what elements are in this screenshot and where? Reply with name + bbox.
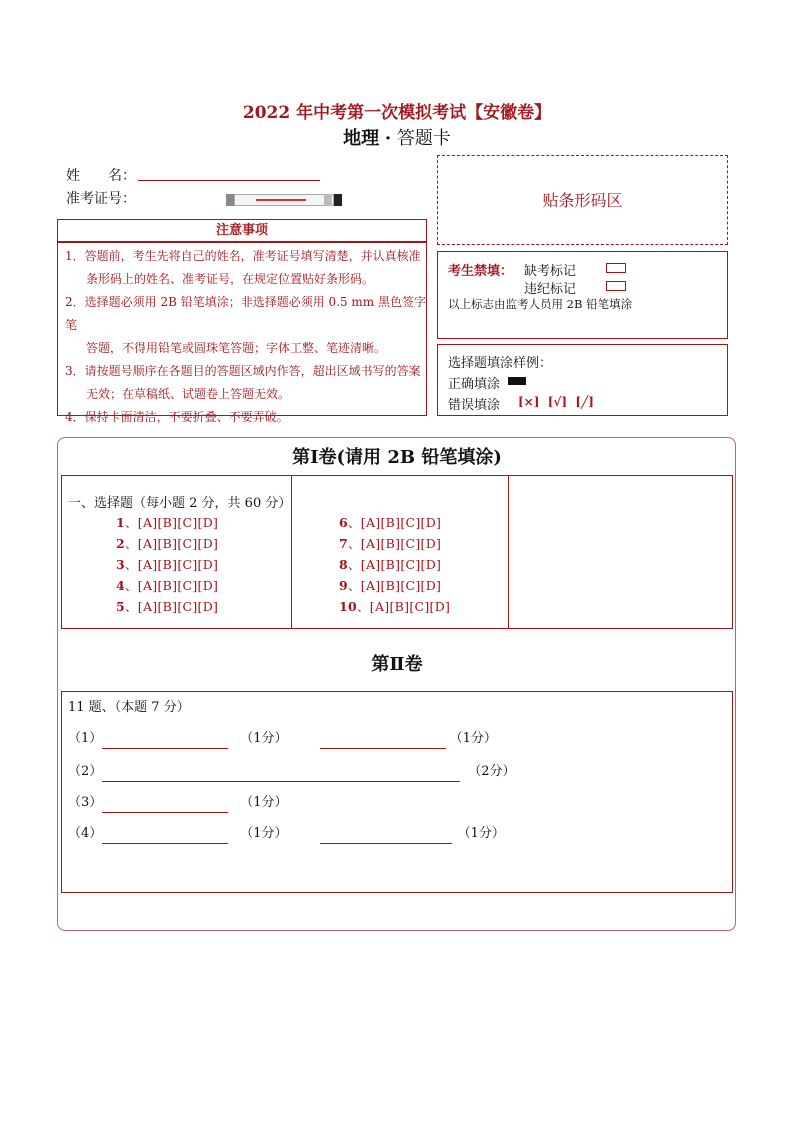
- notice-box: [57, 242, 427, 424]
- choice-row[interactable]: 1、[A][B][C][D]: [116, 515, 219, 530]
- name-label: 姓 名：: [66, 168, 136, 184]
- choice-row[interactable]: 9、[A][B][C][D]: [339, 578, 442, 593]
- answer-blank[interactable]: [102, 829, 228, 844]
- notice-item: 答题，不得用铅笔或圆珠笔答题；字体工整、笔迹清晰。: [86, 341, 387, 355]
- absent-mark[interactable]: [606, 263, 626, 273]
- notice-item: 4．保持卡面清洁，不要折叠、不要弄破。: [65, 410, 289, 424]
- q11-row-num: （1）: [68, 731, 103, 746]
- answer-blank[interactable]: [320, 734, 446, 749]
- q11-score: （1分）: [240, 795, 288, 810]
- choice-row[interactable]: 2、[A][B][C][D]: [116, 536, 219, 551]
- choice-row[interactable]: 8、[A][B][C][D]: [339, 557, 442, 572]
- choice-col-1: [116, 512, 218, 617]
- wrong-mark: [√]: [547, 395, 568, 409]
- q11-title: 11 题、（本题 7 分）: [68, 700, 190, 715]
- card-label: 答题卡: [396, 128, 451, 149]
- correct-fill-sample: [508, 377, 526, 385]
- barcode-area-label: 贴条形码区: [542, 191, 623, 210]
- notice-item: 无效；在草稿纸、试题卷上答题无效。: [86, 387, 291, 401]
- q11-row-3: [68, 793, 288, 813]
- sample-title: 选择题填涂样例：: [448, 356, 553, 371]
- prohibit-note: 以上标志由监考人员用 2B 铅笔填涂: [448, 297, 633, 311]
- violation-mark[interactable]: [606, 281, 626, 291]
- title-dot: ·: [384, 128, 392, 149]
- violation-label: 违纪标记: [524, 282, 577, 297]
- q11-score: （1分）: [240, 731, 288, 746]
- q11-score: （1分）: [240, 826, 288, 841]
- notice-title: 注意事项: [57, 219, 427, 242]
- q11-score: （1分）: [449, 731, 497, 746]
- answer-blank[interactable]: [102, 798, 228, 813]
- wrong-fill-label: 错误填涂: [448, 398, 501, 413]
- answer-blank[interactable]: [102, 734, 228, 749]
- name-field[interactable]: [138, 180, 320, 181]
- choice-col-2: [339, 512, 450, 617]
- choice-row[interactable]: 3、[A][B][C][D]: [116, 557, 219, 572]
- id-number-bar[interactable]: [226, 194, 342, 206]
- prohibit-box: [437, 251, 728, 339]
- q11-row-2: [68, 762, 516, 782]
- choice-row[interactable]: 10、[A][B][C][D]: [339, 599, 451, 614]
- q11-row-1: [68, 729, 497, 749]
- q11-score: （1分）: [457, 826, 505, 841]
- notice-item: 条形码上的姓名、准考证号，在规定位置贴好条形码。: [86, 272, 375, 286]
- choice-row[interactable]: 7、[A][B][C][D]: [339, 536, 442, 551]
- q11-row-num: （2）: [68, 764, 103, 779]
- absent-label: 缺考标记: [524, 264, 577, 279]
- answer-blank[interactable]: [320, 829, 452, 844]
- notice-item: 2．选择题必须用 2B 铅笔填涂；非选择题必须用 0.5 mm 黑色签字笔: [65, 295, 427, 332]
- answer-blank[interactable]: [102, 767, 460, 782]
- barcode-area: [437, 155, 728, 245]
- choice-row[interactable]: 4、[A][B][C][D]: [116, 578, 219, 593]
- part1-title: 第Ⅰ卷(请用 2B 铅笔填涂): [292, 447, 502, 468]
- card-title: [0, 124, 794, 150]
- wrong-mark: [×]: [518, 395, 540, 409]
- sample-box: [437, 344, 728, 416]
- prohibit-label: 考生禁填：: [448, 264, 514, 279]
- notice-item: 1．答题前，考生先将自己的姓名，准考证号填写清楚，并认真核准: [65, 249, 421, 263]
- subject-label: 地理: [343, 128, 380, 149]
- wrong-mark: [╱]: [575, 395, 594, 409]
- q11-row-num: （4）: [68, 826, 103, 841]
- q11-score: （2分）: [468, 764, 516, 779]
- wrong-fill-samples: [518, 395, 594, 409]
- choice-section-title: 一、选择题（每小题 2 分，共 60 分）: [68, 496, 292, 511]
- q11-box: [61, 691, 733, 893]
- q11-row-num: （3）: [68, 795, 103, 810]
- id-label: 准考证号：: [66, 191, 136, 207]
- exam-title: 2022 年中考第一次模拟考试【安徽卷】: [242, 103, 552, 123]
- notice-item: 3．请按题号顺序在各题目的答题区域内作答，超出区域书写的答案: [65, 364, 421, 378]
- q11-row-4: [68, 824, 505, 844]
- choice-row[interactable]: 5、[A][B][C][D]: [116, 599, 219, 614]
- part2-title: 第Ⅱ卷: [371, 654, 423, 675]
- choice-row[interactable]: 6、[A][B][C][D]: [339, 515, 442, 530]
- correct-fill-label: 正确填涂: [448, 377, 501, 392]
